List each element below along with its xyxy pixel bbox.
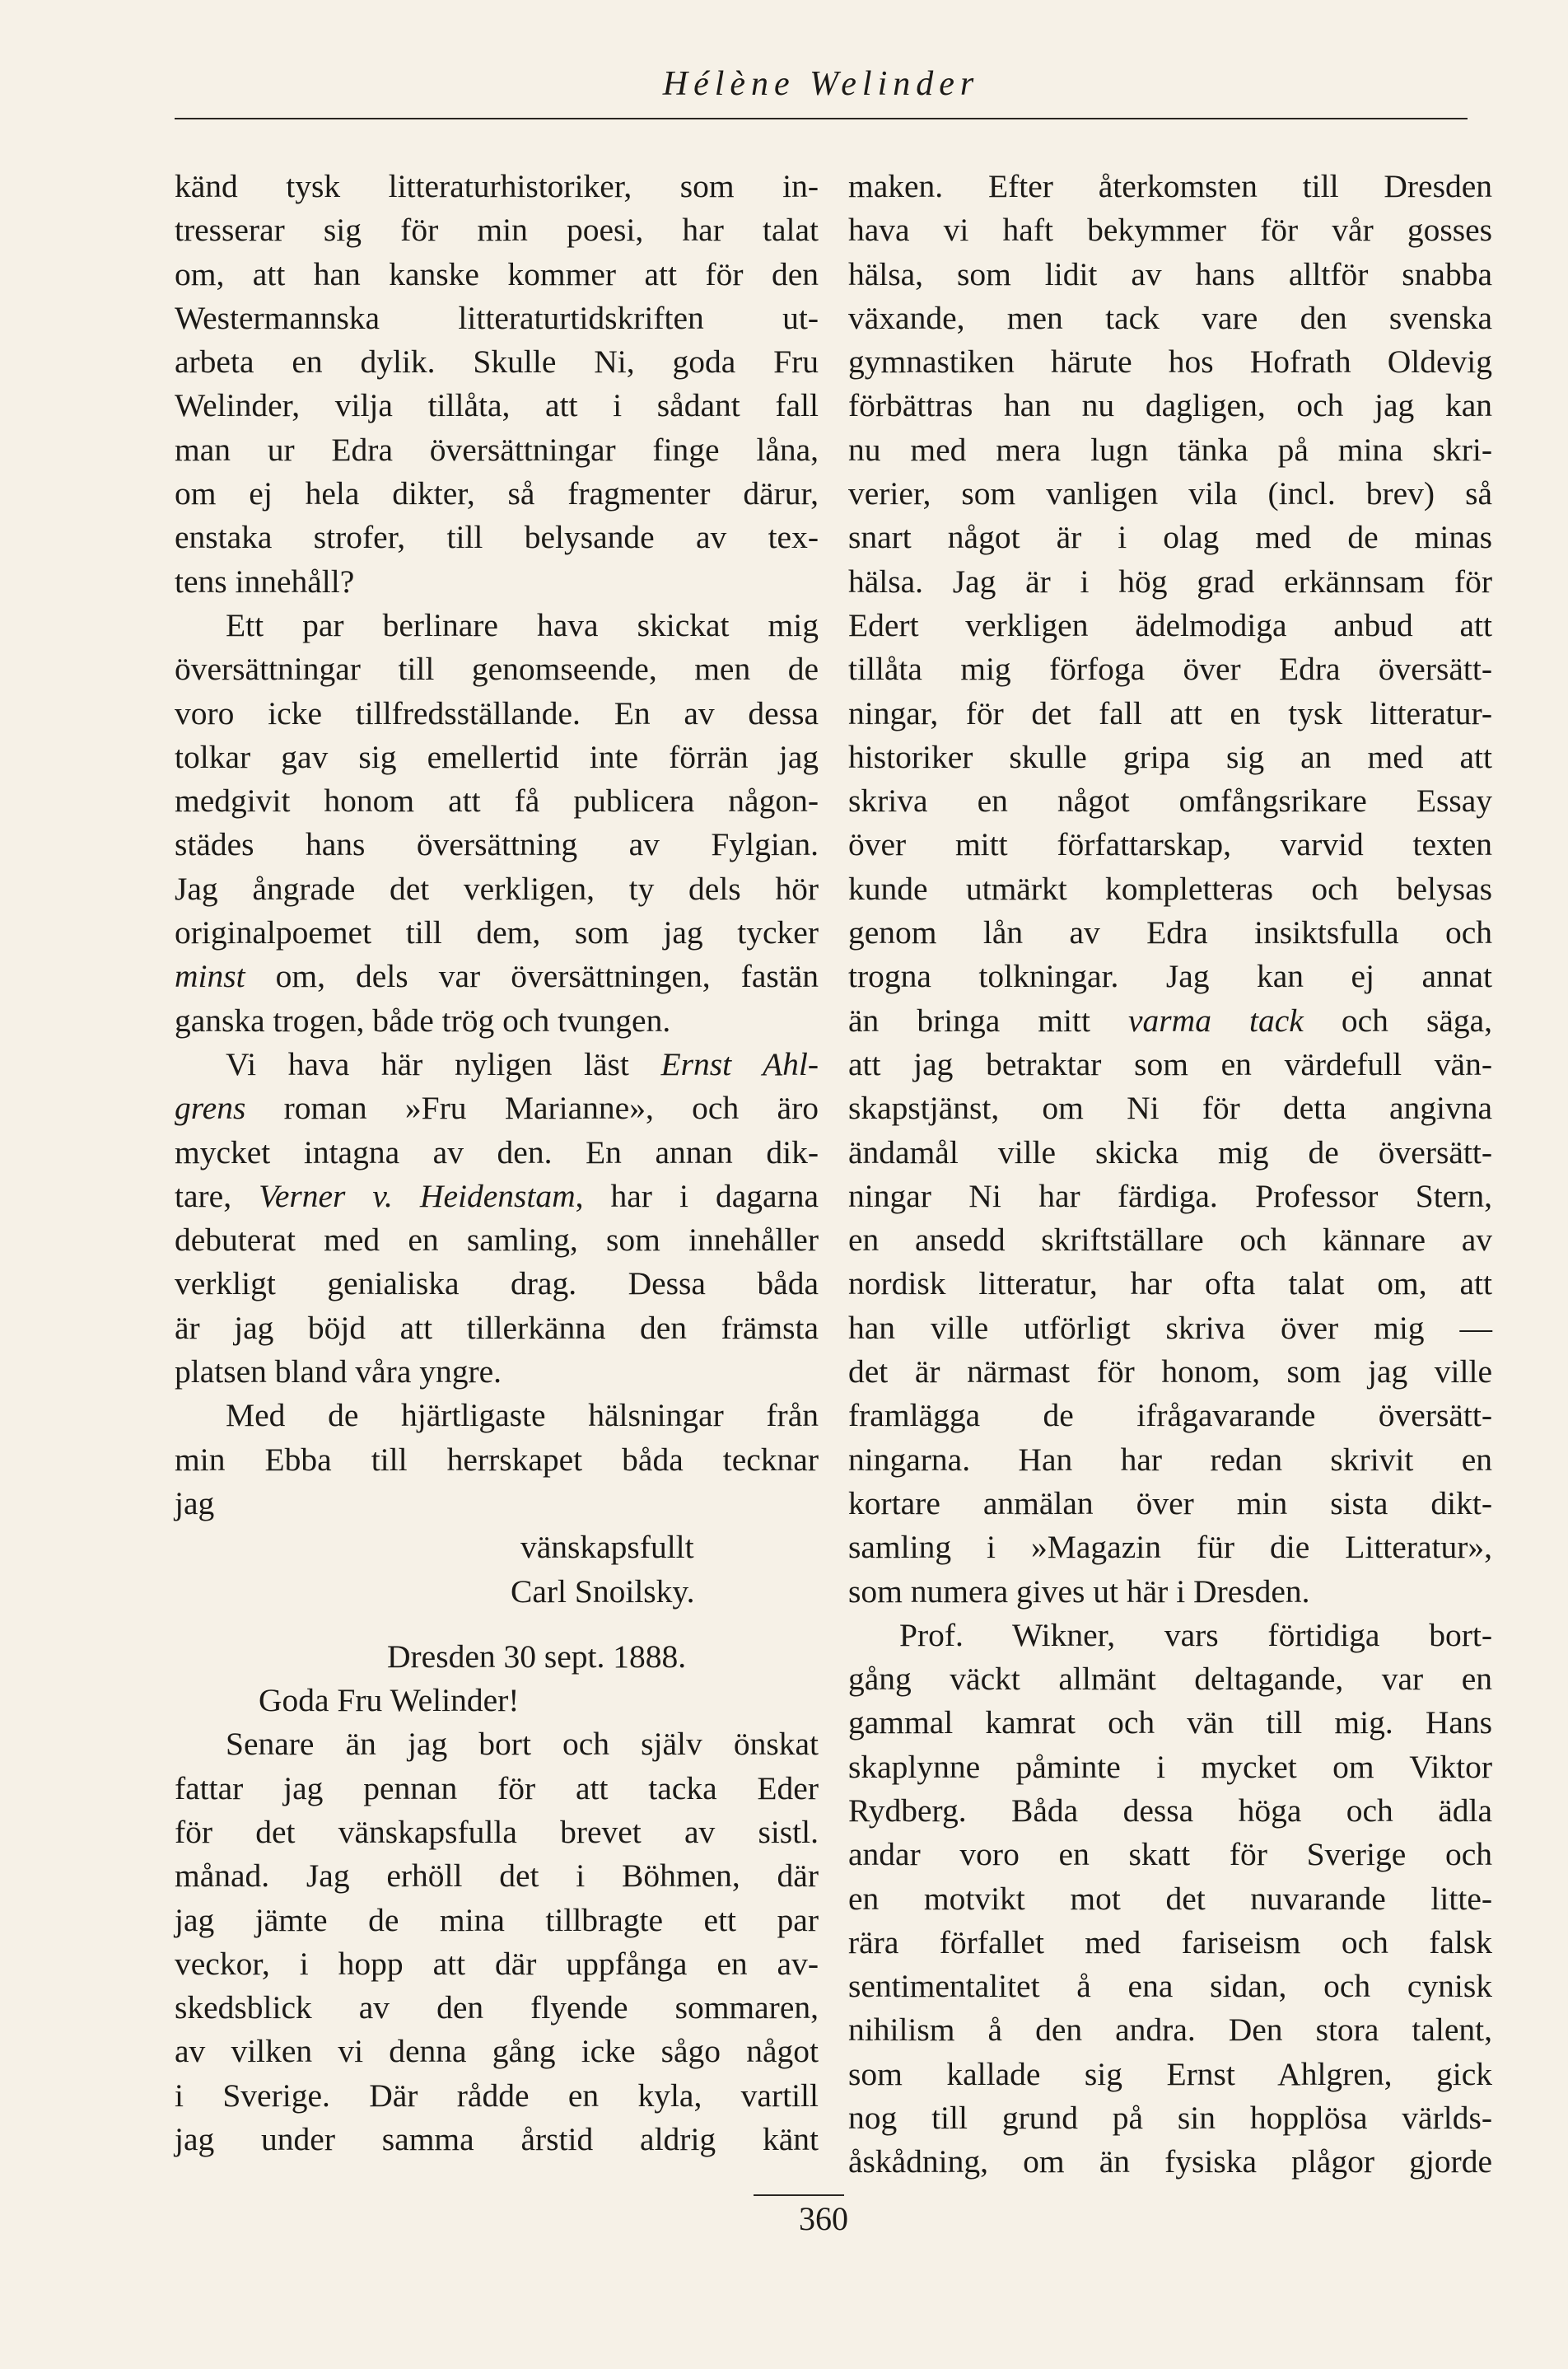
text-line: att jag betraktar som en värdefull vän- [848,1045,1492,1082]
text-line: över mitt författarskap, varvid texten [848,826,1492,863]
text-line: han ville utförligt skriva över mig — [848,1309,1492,1346]
text-line: verkligt genialiska drag. Dessa båda [175,1265,819,1302]
left-column [175,165,819,2161]
text-line: medgivit honom att få publicera någon- [175,783,819,820]
text-line: skriva en något omfångsrikare Essay [848,783,1492,820]
text-line: hälsa, som lidit av hans alltför snabba [848,255,1492,292]
text-line: för det vänskapsfulla brevet av sistl. [175,1813,819,1850]
text-line: kortare anmälan över min sista dikt- [848,1484,1492,1521]
text-line: originalpoemet till dem, som jag tycker [175,914,819,951]
text-line: en motvikt mot det nuvarande litte- [848,1880,1492,1917]
text-line: tillåta mig förfoga över Edra översätt- [848,651,1492,688]
text-line: tare, Verner v. Heidenstam, har i dagarna [175,1177,819,1214]
text-line: fattar jag pennan för att tacka Eder [175,1769,819,1806]
text-line: Welinder, vilja tillåta, att i sådant fall [175,387,819,424]
text-line: jag jämte de mina tillbragte ett par [175,1901,819,1938]
text-line: debuterat med en samling, som innehåller [175,1222,819,1259]
left-column-letter-2-text [175,1722,819,2161]
left-column-letter-1-text [175,165,819,1526]
right-column-text [848,165,1492,2184]
running-head-title: Hélène Welinder [662,65,980,103]
text-line: förbättras han nu dagligen, och jag kan [848,387,1492,424]
text-line: verier, som vanligen vila (incl. brev) så [848,475,1492,512]
letter-salutation: Goda Fru Welinder! [259,1682,520,1719]
text-line: ändamål ville skicka mig de översätt- [848,1133,1492,1170]
text-line: minst om, dels var översättningen, fastän [175,958,819,995]
text-line: ningarna. Han har redan skrivit en [848,1441,1492,1478]
text-line: om, att han kanske kommer att för den [175,255,819,292]
text-line: framlägga de ifrågavarande översätt- [848,1397,1492,1434]
text-line: tens innehåll? [175,563,355,600]
text-line: gammal kamrat och vän till mig. Hans [848,1704,1492,1741]
text-line: Prof. Wikner, vars förtidiga bort- [899,1616,1492,1653]
text-line: skapstjänst, om Ni för detta angivna [848,1090,1492,1127]
text-line: genom lån av Edra insiktsfulla och [848,914,1492,951]
text-line: tresserar sig för min poesi, har talat [175,212,819,249]
text-line: städes hans översättning av Fylgian. [175,826,819,863]
text-line: veckor, i hopp att där uppfånga en av- [175,1945,819,1982]
text-line: gång väckt allmänt deltagande, var en [848,1661,1492,1698]
text-line: jag [175,1484,215,1521]
text-line: jag under samma årstid aldrig känt [175,2121,819,2158]
text-line: känd tysk litteraturhistoriker, som in- [175,168,819,204]
text-line: Rydberg. Båda dessa höga och ädla [848,1792,1492,1829]
text-line: samling i »Magazin für die Litteratur», [848,1529,1492,1566]
text-line: arbeta en dylik. Skulle Ni, goda Fru [175,343,819,381]
text-line: månad. Jag erhöll det i Böhmen, där [175,1857,819,1895]
text-line: som numera gives ut här i Dresden. [848,1572,1310,1610]
text-line: hälsa. Jag är i hög grad erkännsam för [848,563,1492,600]
text-line: åskådning, om än fysiska plågor gjorde [848,2143,1492,2180]
text-line: Westermannska litteraturtidskriften ut- [175,299,819,336]
text-line: ningar Ni har färdiga. Professor Stern, [848,1177,1492,1214]
text-line: mycket intagna av den. En annan dik- [175,1133,819,1170]
text-line: är jag böjd att tillerkänna den främsta [175,1309,819,1346]
text-line: skaplynne påminte i mycket om Viktor [848,1748,1492,1785]
text-line: Med de hjärtligaste hälsningar från [226,1397,819,1434]
page-number-rule [754,2194,844,2196]
header-rule [175,118,1468,119]
text-line: grens roman »Fru Marianne», och äro [175,1090,819,1127]
text-line: snart något är i olag med de minas [848,519,1492,556]
text-line: Ett par berlinare hava skickat mig [226,606,819,643]
text-line: gymnastiken härute hos Hofrath Oldevig [848,343,1492,381]
text-line: nihilism å den andra. Den stora talent, [848,2012,1492,2049]
text-line: Edert verkligen ädelmodiga anbud att [848,606,1492,643]
text-line: maken. Efter återkomsten till Dresden [848,168,1492,204]
right-column [848,165,1492,2184]
text-line: skedsblick av den flyende sommaren, [175,1989,819,2026]
text-line: nordisk litteratur, har ofta talat om, att [848,1265,1492,1302]
text-line: min Ebba till herrskapet båda tecknar [175,1441,819,1478]
text-line: ningar, för det fall att en tysk litteratur- [848,694,1492,731]
text-line: ganska trogen, både trög och tvungen. [175,1002,671,1039]
text-line: en ansedd skriftställare och kännare av [848,1222,1492,1259]
text-line: i Sverige. Där rådde en kyla, vartill [175,2077,819,2114]
text-line: om ej hela dikter, så fragmenter därur, [175,475,819,512]
text-line: som kallade sig Ernst Ahlgren, gick [848,2055,1492,2092]
text-line: trogna tolkningar. Jag kan ej annat [848,958,1492,995]
text-line: Senare än jag bort och själv önskat [226,1726,819,1763]
closing-signature: Carl Snoilsky. [511,1572,695,1610]
text-line: tolkar gav sig emellertid inte förrän jag [175,738,819,775]
text-line: enstaka strofer, till belysande av tex- [175,519,819,556]
letter-date: Dresden 30 sept. 1888. [387,1638,687,1675]
text-line: växande, men tack vare den svenska [848,299,1492,336]
text-line: voro icke tillfredsställande. En av dessa [175,694,819,731]
text-line: nog till grund på sin hopplösa världs- [848,2100,1492,2137]
text-line: Vi hava här nyligen läst Ernst Ahl- [226,1045,819,1082]
text-line: sentimentalitet å ena sidan, och cynisk [848,1968,1492,2005]
text-line: nu med mera lugn tänka på mina skri- [848,431,1492,468]
text-line: historiker skulle gripa sig an med att [848,738,1492,775]
text-line: platsen bland våra yngre. [175,1353,502,1390]
text-line: det är närmast för honom, som jag ville [848,1353,1492,1390]
text-line: hava vi haft bekymmer för vår gosses [848,212,1492,249]
text-line: andar voro en skatt för Sverige och [848,1836,1492,1873]
text-line: kunde utmärkt kompletteras och belysas [848,870,1492,907]
text-line: än bringa mitt varma tack och säga, [848,1002,1493,1039]
closing-valediction: vänskapsfullt [520,1529,694,1566]
text-line: av vilken vi denna gång icke sågo något [175,2033,819,2070]
text-line: man ur Edra översättningar finge låna, [175,431,819,468]
page-number: 360 [799,2200,848,2237]
text-line: översättningar till genomseende, men de [175,651,819,688]
text-line: rära förfallet med fariseism och falsk [848,1923,1492,1960]
text-line: Jag ångrade det verkligen, ty dels hör [175,870,819,907]
